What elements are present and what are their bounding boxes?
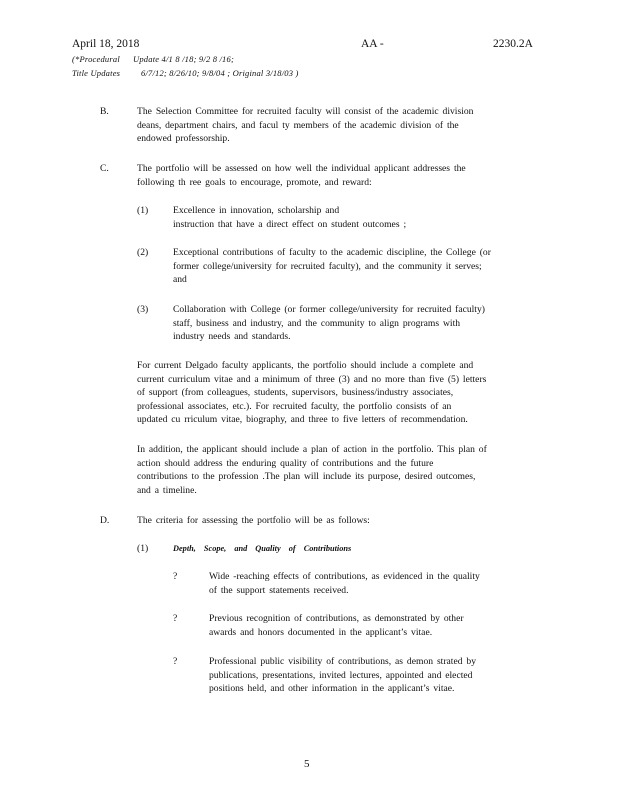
title-updates-dates: 6/7/12; 8/26/10; 9/8/04 ; Original 3/18/03 ) xyxy=(141,68,299,78)
text-line: deans, department chairs, and facul ty members of the academic division of the xyxy=(137,119,459,131)
text-line: The portfolio will be assessed on how well the individual applicant addresses the xyxy=(137,163,466,174)
section-b-marker: B. xyxy=(100,106,109,117)
bullet-2-mark: ? xyxy=(173,613,178,624)
text-line: The criteria for assessing the portfolio will be as follows: xyxy=(137,515,370,526)
section-c-marker: C. xyxy=(100,163,109,174)
page-number: 5 xyxy=(304,758,310,770)
text-line: In addition, the applicant should include a plan of action in the portfolio. This plan of xyxy=(137,444,487,455)
criteria-1-number: (1) xyxy=(137,543,149,554)
text-line: and a timeline. xyxy=(137,484,197,496)
text-line: current curriculum vitae and a minimum of three (3) and no more than five (5) letters xyxy=(137,373,487,385)
text-line: instruction that have a direct effect on student outcomes ; xyxy=(173,218,407,230)
bullet-1-mark: ? xyxy=(173,571,178,582)
item-3-text xyxy=(173,303,485,344)
bullet-2-text xyxy=(209,612,464,639)
procedural-label: (*Procedural xyxy=(72,54,120,64)
text-line: Exceptional contributions of faculty to the academic discipline, the College (or xyxy=(173,247,491,258)
item-1-text xyxy=(173,204,406,231)
section-d-intro xyxy=(137,514,370,528)
item-2-text xyxy=(173,246,491,287)
item-3-number: (3) xyxy=(137,304,149,315)
text-line: For current Delgado faculty applicants, the portfolio should include a complete and xyxy=(137,360,474,371)
section-d-marker: D. xyxy=(100,515,110,526)
document-number: 2230.2A xyxy=(493,38,533,50)
bullet-3-mark: ? xyxy=(173,656,178,667)
title-updates-label: Title Updates xyxy=(72,68,121,78)
text-line: Wide -reaching effects of contributions, as evidenced in the quality xyxy=(209,571,480,582)
criteria-1-title: Depth, Scope, and Quality of Contributions xyxy=(173,544,352,553)
text-line: updated cu rriculum vitae, biography, and three to five letters of recommendation. xyxy=(137,414,468,426)
text-line: Previous recognition of contributions, as demonstrated by other xyxy=(209,613,464,624)
document-code: AA - xyxy=(361,38,384,50)
text-line: action should address the enduring quality of contributions and the future xyxy=(137,457,434,469)
text-line: industry needs and standards. xyxy=(173,331,291,343)
item-1-number: (1) xyxy=(137,205,149,216)
text-line: The Selection Committee for recruited faculty will consist of the academic division xyxy=(137,106,474,117)
text-line: former college/university for recruited faculty), and the community it serves; xyxy=(173,260,482,272)
text-line: and xyxy=(173,274,187,286)
bullet-3-text xyxy=(209,655,476,696)
procedural-dates: Update 4/1 8 /18; 9/2 8 /16; xyxy=(133,54,234,64)
bullet-1-text xyxy=(209,570,480,597)
text-line: professional associates, etc.). For recruited faculty, the portfolio consists of an xyxy=(137,400,452,412)
text-line: publications, presentations, invited lectures, appointed and elected xyxy=(209,669,473,681)
text-line: of support (from colleagues, students, supervisors, business/industry associates, xyxy=(137,387,454,399)
text-line: positions held, and other information in the applicant’s vitae. xyxy=(209,683,455,695)
text-line: Excellence in innovation, scholarship and xyxy=(173,205,340,216)
text-line: staff, business and industry, and the community to align programs with xyxy=(173,317,461,329)
text-line: contributions to the profession .The plan will include its purpose, desired outcomes, xyxy=(137,471,476,483)
plan-of-action-paragraph xyxy=(137,443,487,497)
section-c-intro xyxy=(137,162,466,189)
text-line: Collaboration with College (or former college/university for recruited faculty) xyxy=(173,304,485,315)
section-b-text xyxy=(137,105,473,146)
item-2-number: (2) xyxy=(137,247,149,258)
text-line: endowed professorship. xyxy=(137,133,230,145)
text-line: following th ree goals to encourage, promote, and reward: xyxy=(137,176,372,188)
text-line: of the support statements received. xyxy=(209,584,349,596)
portfolio-requirements-paragraph xyxy=(137,359,486,427)
document-date: April 18, 2018 xyxy=(72,38,140,50)
text-line: awards and honors documented in the applicant’s vitae. xyxy=(209,626,433,638)
text-line: Professional public visibility of contributions, as demon strated by xyxy=(209,656,477,667)
